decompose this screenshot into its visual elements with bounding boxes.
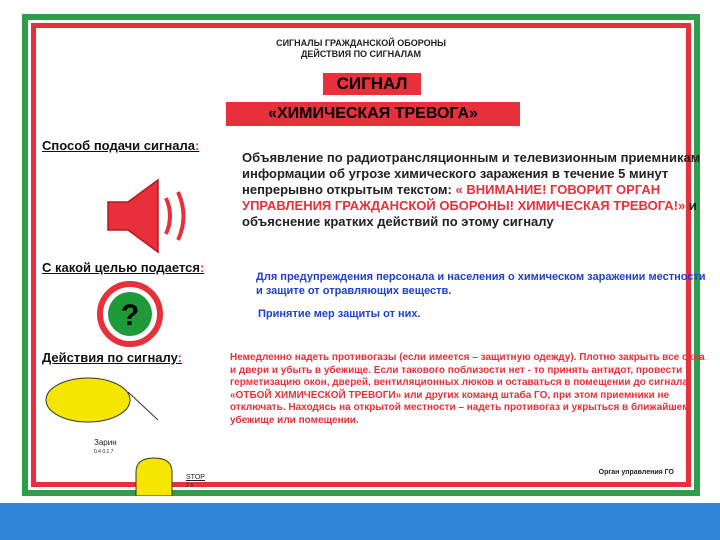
section1-text-part1: Объявление по радиотрансляционным и телевизионным приемникам информации об угрозе химического заражения в течение 5 минут непрерывно открытым текстом: <box>242 150 701 197</box>
section2-label: С какой целью подается: <box>42 260 205 275</box>
section1-label-text: Способ подачи сигнала <box>42 138 195 153</box>
stop-sub: 2 3 <box>186 483 193 489</box>
poster-inner-border <box>31 23 706 489</box>
section1-text <box>242 150 710 230</box>
loudspeaker-icon <box>104 176 194 256</box>
signal-name: «ХИМИЧЕСКАЯ ТРЕВОГА» <box>226 102 520 126</box>
stop-label: STOP <box>186 474 205 481</box>
section1-label: Способ подачи сигнала: <box>42 138 200 153</box>
shelter-icon <box>134 456 174 496</box>
section1-text-red: « ВНИМАНИЕ! ГОВОРИТ ОРГАН УПРАВЛЕНИЯ ГРАЖДАНСКОЙ ОБОРОНЫ! ХИМИЧЕСКАЯ ТРЕВОГА!» <box>242 182 686 213</box>
section2-text2: Принятие мер защиты от них. <box>258 308 421 320</box>
gas-cloud-icon <box>42 374 162 434</box>
header-line-2: ДЕЙСТВИЯ ПО СИГНАЛАМ <box>300 49 422 59</box>
section3-text: Немедленно надеть противогазы (если имеется – защитную одежду). Плотно закрыть все окна и двери и убыть в убежище. Если такового поблизости нет - то принять антидот, провести герметизацию окон, дверей, вентиляционных люков и оставаться в помещении до сигнала «ОТБОЙ ХИМИЧЕСКОЙ ТРЕВОГИ» или других команд штаба ГО, при этом приемники не отключать. Находясь на открытой местности – надеть противогаз и укрыться в ближайшем убежище или помещении. <box>230 352 705 426</box>
section1-text-part2: и объяснение кратких действий по этому сигналу <box>242 198 697 229</box>
slide-footer-bar <box>0 503 720 540</box>
section3-label: Действия по сигналу: <box>42 350 183 365</box>
header-line-1: СИГНАЛЫ ГРАЖДАНСКОЙ ОБОРОНЫ <box>276 38 446 48</box>
section2-label-text: С какой целью подается <box>42 260 200 275</box>
footer-organ: Орган управления ГО <box>598 469 674 476</box>
zarin-label: Зарин <box>94 438 117 447</box>
section3-label-text: Действия по сигналу <box>42 350 178 365</box>
signal-title: СИГНАЛ <box>323 73 421 95</box>
question-mark-icon <box>96 280 164 348</box>
svg-text:?: ? <box>120 299 140 332</box>
signal-poster <box>22 14 706 496</box>
zarin-sub: 0.4 0.1 7 <box>94 449 114 455</box>
section2-text1: Для предупреждения персонала и населения о химическом заражении местности и защите от отравляющих веществ. <box>256 271 706 297</box>
